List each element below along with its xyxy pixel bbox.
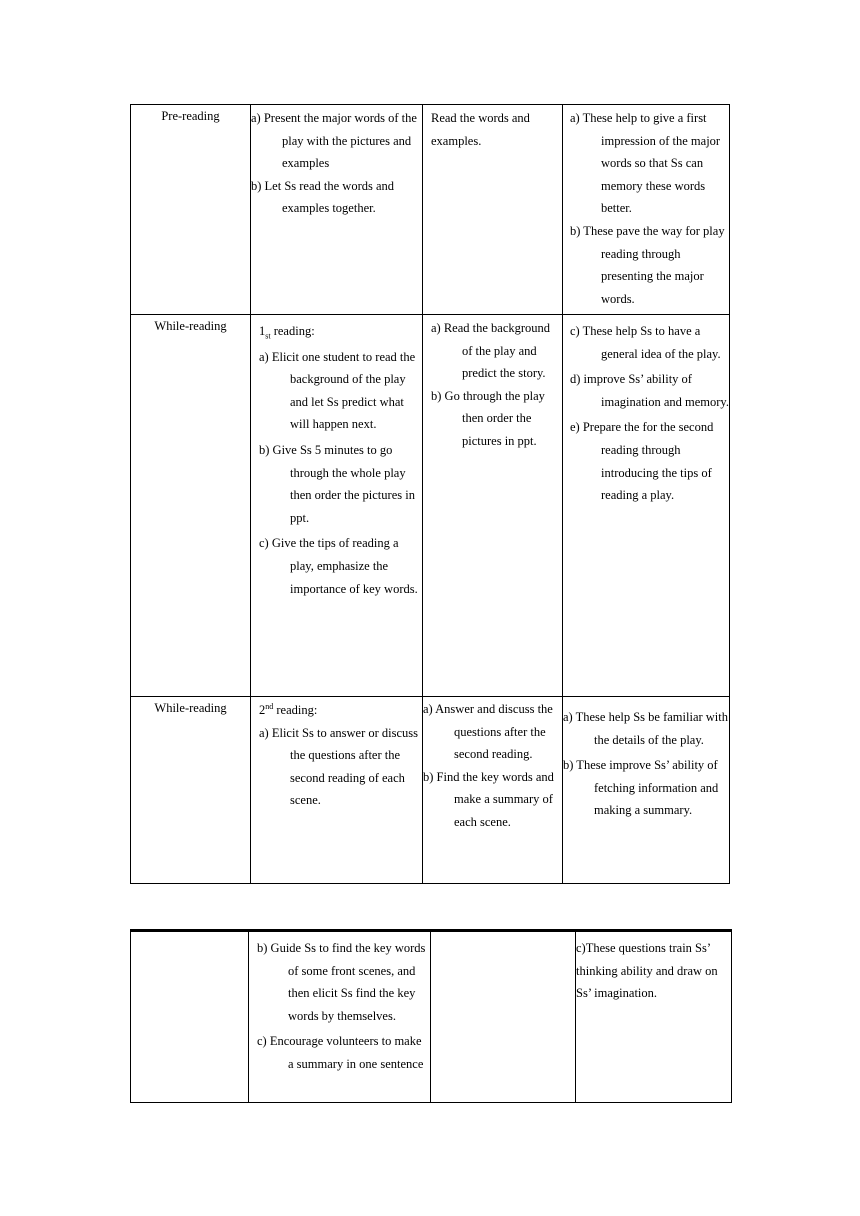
stage-cell <box>131 931 249 1103</box>
teacher-activity-cell <box>249 931 431 1103</box>
stage-label: Pre-reading <box>161 109 220 123</box>
student-activity-item: b) Go through the play then order the pictures in ppt. <box>431 388 545 448</box>
student-activity-cell <box>423 315 563 697</box>
reading-heading: $1_{st}$ reading: <box>259 324 315 341</box>
stage-label: While-reading <box>154 701 227 715</box>
purpose-cell <box>563 697 730 884</box>
stage-cell <box>131 315 251 697</box>
student-activity-item: b) Find the key words and make a summary of each scene. <box>423 769 554 829</box>
teacher-activity-cell <box>251 105 423 315</box>
reading-heading: 2nd reading: <box>259 701 318 717</box>
teacher-activity-cell <box>251 315 423 697</box>
purpose-item: d) improve Ss’ ability of imagination and memory. <box>570 372 729 409</box>
purpose-item: b) These pave the way for play reading through presenting the major words. <box>570 223 725 306</box>
table-row <box>131 931 732 1103</box>
teacher-activity-item: c) Give the tips of reading a play, emphasize the importance of key words. <box>259 536 418 596</box>
table-row <box>131 105 730 315</box>
purpose-cell <box>563 315 730 697</box>
student-activity-cell <box>423 105 563 315</box>
purpose-item: c)These questions train Ss’ thinking ability and draw on Ss’ imagination. <box>576 941 718 1001</box>
stage-cell <box>131 105 251 315</box>
purpose-item: a) These help Ss be familiar with the details of the play. <box>563 710 729 747</box>
student-activity-item: a) Read the background of the play and predict the story. <box>431 321 551 381</box>
teacher-activity-item: b) Let Ss read the words and examples together. <box>251 178 395 216</box>
teacher-activity-item: a) Elicit Ss to answer or discuss the questions after the second reading of each scene. <box>259 725 419 808</box>
teacher-activity-item: b) Give Ss 5 minutes to go through the whole play then order the pictures in ppt. <box>259 442 415 525</box>
purpose-item: c) These help Ss to have a general idea of the play. <box>570 324 721 361</box>
lesson-plan-table <box>130 104 730 884</box>
table-row <box>131 315 730 697</box>
teacher-activity-item: a) Elicit one student to read the background of the play and let Ss predict what will happen next. <box>259 349 416 432</box>
purpose-item: a) These help to give a first impression of the major words so that Ss can memory these words better. <box>570 111 721 216</box>
teacher-activity-item: a) Present the major words of the play with the pictures and examples <box>251 111 417 171</box>
student-activity-item: Read the words and examples. <box>431 111 530 148</box>
purpose-item: b) These improve Ss’ ability of fetching information and making a summary. <box>563 758 719 818</box>
teacher-activity-cell <box>251 697 423 884</box>
teacher-activity-item: b) Guide Ss to find the key words of some front scenes, and then elicit Ss find the key words by themselves. <box>257 941 426 1023</box>
purpose-item: e) Prepare the for the second reading through introducing the tips of reading a play. <box>570 420 714 503</box>
student-activity-cell <box>423 697 563 884</box>
teacher-activity-item: c) Encourage volunteers to make a summary in one sentence <box>257 1034 424 1071</box>
lesson-plan-table-continued <box>130 929 732 1103</box>
table-row <box>131 697 730 884</box>
student-activity-item: a) Answer and discuss the questions after the second reading. <box>423 702 553 762</box>
purpose-cell <box>576 931 732 1103</box>
stage-cell <box>131 697 251 884</box>
student-activity-cell <box>431 931 576 1103</box>
purpose-cell <box>563 105 730 315</box>
stage-label: While-reading <box>154 319 227 333</box>
